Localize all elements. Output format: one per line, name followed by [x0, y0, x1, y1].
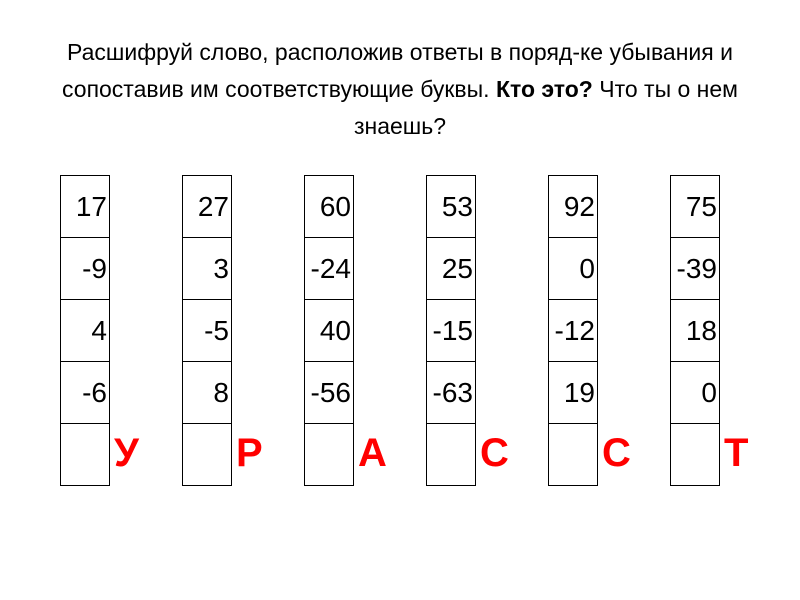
column-letter: А [358, 431, 387, 475]
value-cell: 8 [182, 362, 232, 424]
value-cell: 25 [426, 238, 476, 300]
answer-column-4 [426, 175, 509, 486]
empty-answer-cell[interactable] [304, 424, 354, 486]
value-cell: 4 [60, 300, 110, 362]
empty-answer-cell[interactable] [548, 424, 598, 486]
column-letter: Р [236, 431, 263, 475]
value-cell: -63 [426, 362, 476, 424]
column-letter: С [480, 431, 509, 475]
value-cell: 17 [60, 175, 110, 238]
value-cell: 3 [182, 238, 232, 300]
answer-column-6 [670, 175, 749, 486]
answer-column-2 [182, 175, 263, 486]
value-cell: -6 [60, 362, 110, 424]
instruction-text: Расшифруй слово, расположив ответы в поряд-ке убывания и сопоставив им соответствующие буквы. [62, 39, 733, 102]
value-cell: 92 [548, 175, 598, 238]
value-cell: 60 [304, 175, 354, 238]
empty-answer-cell[interactable] [182, 424, 232, 486]
value-cell: 75 [670, 175, 720, 238]
empty-answer-cell[interactable] [426, 424, 476, 486]
column-letter: Т [724, 431, 749, 475]
value-cell: -15 [426, 300, 476, 362]
instruction-text-end: Что ты о нем знаешь? [353, 76, 738, 139]
answer-column-3 [304, 175, 387, 486]
empty-answer-cell[interactable] [670, 424, 720, 486]
column-letter: У [114, 431, 139, 475]
value-cell: -5 [182, 300, 232, 362]
value-cell: -39 [670, 238, 720, 300]
value-cell: 0 [548, 238, 598, 300]
instruction-question: Кто это? [495, 76, 593, 102]
empty-answer-cell[interactable] [60, 424, 110, 486]
value-cell: 0 [670, 362, 720, 424]
value-cell: 27 [182, 175, 232, 238]
value-cell: 19 [548, 362, 598, 424]
value-cell: -56 [304, 362, 354, 424]
value-cell: 53 [426, 175, 476, 238]
value-cell: 40 [304, 300, 354, 362]
answer-column-5 [548, 175, 631, 486]
answer-column-1 [60, 175, 139, 486]
task-instruction [30, 34, 770, 145]
value-cell: -12 [548, 300, 598, 362]
value-cell: 18 [670, 300, 720, 362]
value-cell: -24 [304, 238, 354, 300]
value-cell: -9 [60, 238, 110, 300]
column-letter: С [602, 431, 631, 475]
